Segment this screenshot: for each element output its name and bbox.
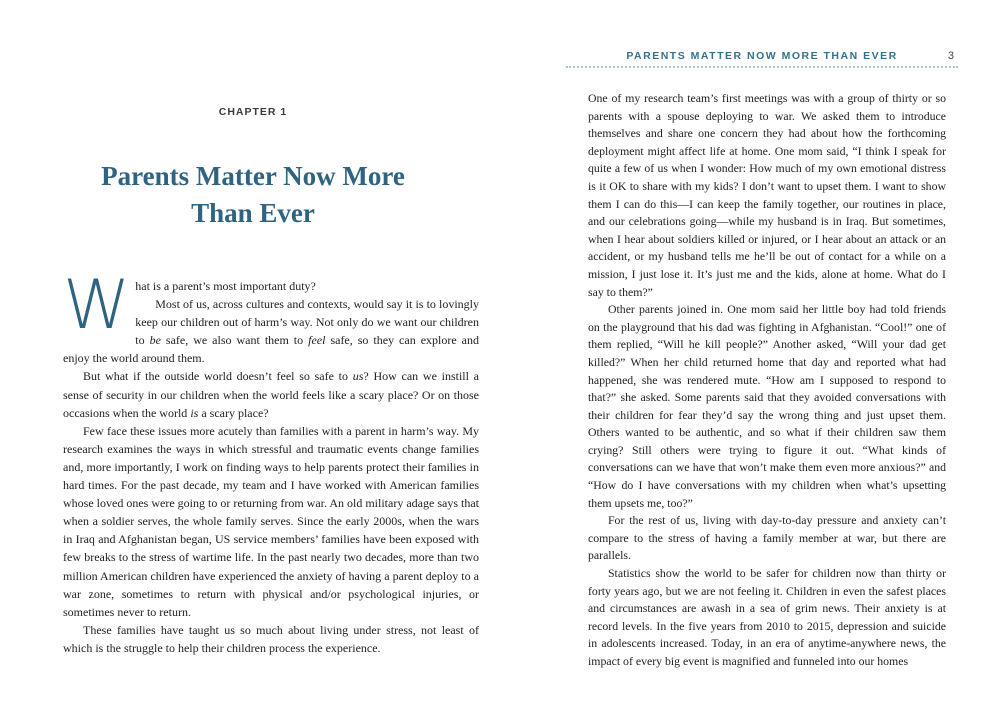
chapter-title-line-2: Than Ever bbox=[191, 198, 315, 228]
paragraph: Few face these issues more acutely than families with a parent in harm’s way. My research examines the ways in which stressful and traumatic events change families and, more importantly, I work on finding ways to help parents protect their families in hard times. For the past decade, my team and I have worked with American families whose loved ones were going to or returning from war. An old military adage says that when a soldier serves, the whole family serves. Since the early 2000s, when the wars in Iraq and Afghanistan began, US service members’ families have been exposed with few breaks to the stress of wartime life. In the past nearly two decades, more than two million American children have experienced the anxiety of having a parent deploy to a war zone, sometimes to return with physical and/or psychological injuries, or sometimes never to return. bbox=[63, 423, 479, 619]
paragraph: But what if the outside world doesn’t feel so safe to us? How can we instill a sense of security in our children when the world feels like a scary place? Or on those occasions when the world is a scary place? bbox=[63, 369, 480, 420]
running-header: PARENTS MATTER NOW MORE THAN EVER bbox=[626, 50, 898, 62]
paragraph: Statistics show the world to be safer for children now than thirty or forty years ago, but we are not feeling it. Children in even the safest places and circumstances are awash in a sea of grim news. Their anxiety is at record levels. In the five years from 2010 to 2015, depression and suicide in adolescents increased. Today, in an era of anytime-anywhere news, the impact of every big event is magnified and funneled into our homes bbox=[588, 566, 946, 668]
paragraph: One of my research team’s first meetings was with a group of thirty or so parents with a spouse deploying to war. We asked them to introduce themselves and share one concern they had about how the forthcoming deployment might affect life at home. One mom said, “I think I speak for quite a few of us when I wonder: How much of my own emotional distress is it OK to share with my kids? I don’t want to upset them. I want to show them I can do this—I can keep the family together, our routines in place, and our celebrations going—while my husband is in Iraq. But sometimes, when I hear about soldiers killed or injured, or I hear about an attack or an accident, or my husband tells me he’ll be out of contact for a while on a mission, I just lose it. It’s just me and the kids, alone at home. What do I say to them?” bbox=[588, 91, 946, 299]
paragraph: These families have taught us so much about living under stress, not least of which is the struggle to help their children process the experience. bbox=[63, 622, 479, 655]
dropcap-letter: W bbox=[63, 266, 129, 345]
chapter-title bbox=[63, 158, 443, 232]
paragraph: hat is a parent’s most important duty? bbox=[135, 279, 316, 293]
paragraph: For the rest of us, living with day-to-day pressure and anxiety can’t compare to the stress of having a family member at war, but there are parallels. bbox=[588, 513, 946, 563]
chapter-label: CHAPTER 1 bbox=[218, 106, 288, 118]
right-page bbox=[566, 0, 958, 708]
left-page bbox=[63, 0, 479, 708]
paragraph: Other parents joined in. One mom said her little boy had told friends on the playground that his dad was fighting in Afghanistan. “Cool!” one of them replied, “Will he kill people?” Another asked, “Will your dad get killed?” When her child returned home that day and reported what had happened, she was rendered mute. “How am I supposed to respond to that?” she asked. Some parents said that they avoided conversations with their children for fear they’d say the wrong thing and just upset them. Others wanted to be authentic, and so what if their children saw them crying? Still others were trying to figure it out. “What kinds of conversations can we have that won’t make them even more anxious?” and “How do I have conversations with my children when what’s upsetting them upsets me, too?” bbox=[588, 302, 946, 510]
page-number: 3 bbox=[947, 50, 954, 62]
paragraph: Most of us, across cultures and contexts, would say it is to lovingly keep our children out of harm’s way. Not only do we want our children to be safe, we also want them to feel safe, so they can explore and enjoy the world around them. bbox=[63, 297, 479, 366]
chapter-title-line-1: Parents Matter Now More bbox=[101, 161, 405, 191]
left-page-body bbox=[63, 266, 480, 657]
right-page-body bbox=[588, 90, 946, 671]
dotted-rule bbox=[566, 66, 958, 68]
